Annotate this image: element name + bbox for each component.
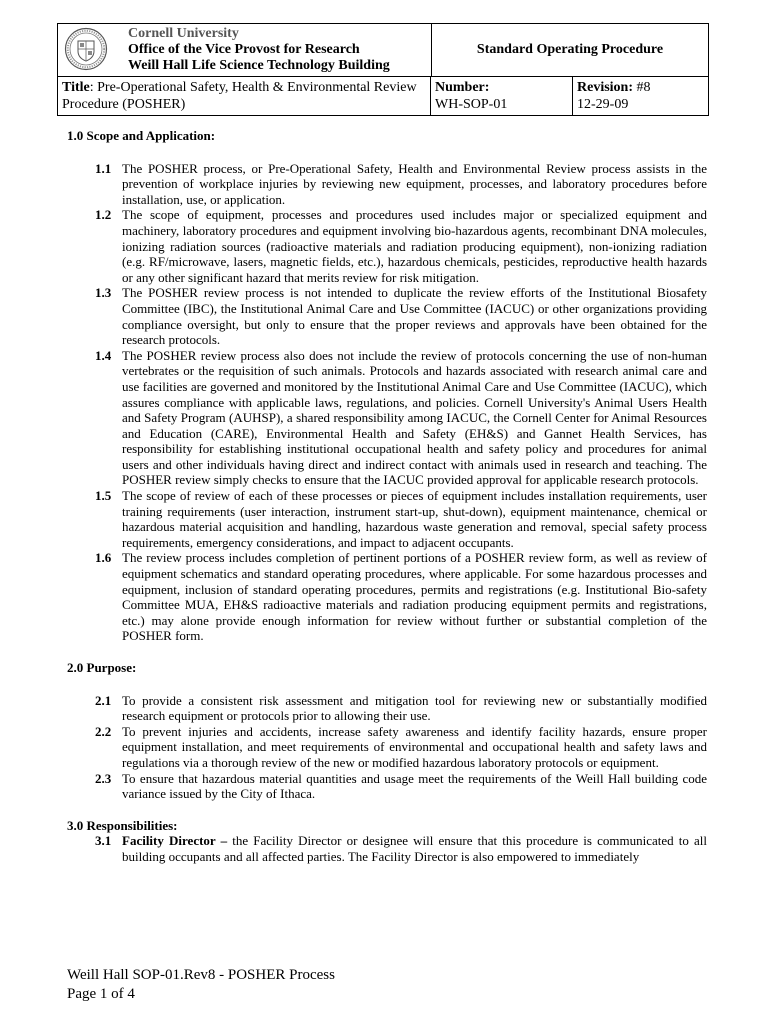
page-number: Page 1 of 4 xyxy=(67,986,135,1002)
section-purpose xyxy=(67,660,707,802)
item-text: To provide a consistent risk assessment and mitigation tool for reviewing new or substantially modified research equipment or protocols prior to allowing their use. xyxy=(122,692,707,724)
section-title: 1.0 Scope and Application: xyxy=(67,128,216,143)
doc-type: Standard Operating Procedure xyxy=(476,42,664,58)
number-label: Number: xyxy=(435,80,490,95)
institution-cell xyxy=(58,24,432,76)
item-number: 2.1 xyxy=(95,692,112,708)
title-text: : Pre-Operational Safety, Health & Environmental Review Procedure (POSHER) xyxy=(62,80,417,112)
number-value: WH-SOP-01 xyxy=(435,97,508,112)
item-text: To prevent injuries and accidents, increase safety awareness and identify facility hazards, ensure proper equipment installation, and meet requirements of environmental and occupational health and safety laws and regulations via a thorough review of the new or modified hazardous laboratory protocols or equipment. xyxy=(122,723,707,770)
list-item xyxy=(67,285,707,347)
item-text: The review process includes completion of pertinent portions of a POSHER review form, as well as review of equipment schematics and standard operating procedures, where applicable. For some hazardous processes and equipment, inclusion of standard operating procedures, permits and registrations (e.g. Institutional Bio-safety Committee MUA, EH&S radioactive materials and radiation producing equipment permits and registrations, etc.) may alone provide enough information for review without further or substantial completion of the POSHER form. xyxy=(122,550,707,644)
number-cell xyxy=(431,77,573,115)
list-item xyxy=(67,550,707,644)
title-label: Title xyxy=(62,80,90,95)
item-text: To ensure that hazardous material quantities and usage meet the requirements of the Weill Hall building code variance issued by the City of Ithaca. xyxy=(122,770,707,802)
list-item xyxy=(67,207,707,285)
item-number: 1.5 xyxy=(95,488,112,504)
revision-value: #8 xyxy=(633,80,651,95)
header-table xyxy=(57,23,709,116)
building-name: Weill Hall Life Science Technology Building xyxy=(128,58,390,73)
list-item xyxy=(67,488,707,550)
cornell-seal-icon xyxy=(64,27,108,71)
item-number: 2.3 xyxy=(95,770,112,786)
revision-cell xyxy=(573,77,708,115)
item-number: 1.2 xyxy=(95,207,112,223)
item-text: The scope of equipment, processes and procedures used includes major or specialized equipment and machinery, laboratory procedures and equipment involving bio-hazardous agents, recombinant DNA molecules, ionizing radiation sources (radioactive materials and radiation producing equipment), non-ionizing radiation (e.g. RF/microwave, lasers, magnetic fields, etc.), hazardous chemicals, pesticides, reproductive health hazards or any other significant hazard that merits review for risk mitigation. xyxy=(122,207,707,285)
title-cell xyxy=(58,77,431,115)
section-scope xyxy=(67,128,707,644)
university-name: Cornell University xyxy=(128,26,239,41)
item-text: The POSHER process, or Pre-Operational Safety, Health and Environmental Review process assists in the prevention of workplace injuries by reviewing new equipment, processes, and laboratory procedures before installation, use, or application. xyxy=(122,160,707,207)
list-item xyxy=(67,833,707,864)
section-responsibilities xyxy=(67,818,707,865)
item-number: 1.3 xyxy=(95,285,112,301)
list-item xyxy=(67,724,707,771)
list-item xyxy=(67,348,707,488)
item-number: 1.6 xyxy=(95,550,112,566)
item-text: The scope of review of each of these processes or pieces of equipment includes installation requirements, user training requirements (user interaction, instrument start-up, shut-down), equipment maintenance, chemical or hazardous material acquisition and handling, hazardous waste generation and removal, special safety process requirements, emergency considerations, and impact to adjacent occupants. xyxy=(122,488,707,550)
section-title: 2.0 Purpose: xyxy=(67,660,137,675)
list-item xyxy=(67,771,707,802)
item-lead: Facility Director – xyxy=(122,833,228,849)
footer-doc-id: Weill Hall SOP-01.Rev8 - POSHER Process xyxy=(67,967,335,983)
section-title: 3.0 Responsibilities: xyxy=(67,817,178,833)
revision-label: Revision: xyxy=(577,80,633,95)
item-number: 2.2 xyxy=(95,723,112,739)
item-number: 1.4 xyxy=(95,347,112,363)
page-footer xyxy=(67,966,335,1004)
office-name: Office of the Vice Provost for Research xyxy=(128,42,360,57)
item-number: 3.1 xyxy=(95,833,112,849)
list-item xyxy=(67,161,707,208)
item-number: 1.1 xyxy=(95,160,112,176)
revision-date: 12-29-09 xyxy=(577,97,629,112)
item-text: The POSHER review process is not intended to duplicate the review efforts of the Institutional Biosafety Committee (IBC), the Institutional Animal Care and Use Committee (IACUC) or other organizations providing compliance oversight, but only to ensure that the proper reviews and approvals have been obtained for the research protocols. xyxy=(122,285,707,348)
list-item xyxy=(67,693,707,724)
item-text: The POSHER review process also does not include the review of protocols concerning the use of non-human vertebrates or the requisition of such animals. Protocols and hazards associated with research animal care and use facilities are governed and monitored by the Institutional Animal Care and Use Committee (IACUC), which assures compliance with applicable laws, regulations, and policies. Cornell University's Animal Users Health and Safety Program (AUHSP), a shared responsibility among IACUC, the Cornell Center for Animal Resources and Education (CARE), Environmental Health and Safety (EH&S) and Gannet Health Services, has responsibility for establishing institutional occupational health and safety policy and procedures for animal users and other individuals having direct and indirect contact with animals used in research and teaching. The POSHER review simply checks to ensure that the IACUC provided approval for applicable research protocols. xyxy=(122,347,707,488)
document-body xyxy=(67,128,707,865)
item-text: the Facility Director or designee will ensure that this procedure is communicated to all building occupants and all affected parties. The Facility Director is also empowered to immediately xyxy=(122,833,707,864)
